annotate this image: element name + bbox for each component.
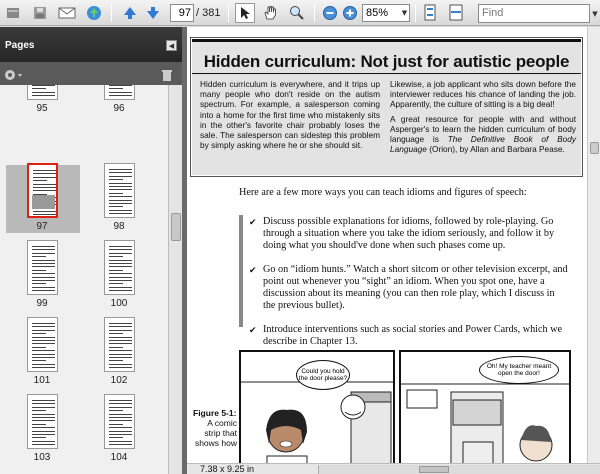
select-text-icon[interactable] [235, 3, 255, 23]
checkmark-icon: ✔ [249, 325, 257, 335]
sidebar-paragraph: A great resource for people with and without Asperger's to learn the hidden curriculum of body language is The Definitive Book of Body Language (Orion), by Allan and Barbara Pease. [390, 113, 576, 155]
document-view [187, 27, 600, 474]
zoom-tool-icon[interactable] [287, 3, 307, 23]
page-thumbnail[interactable] [27, 240, 58, 295]
toolbar [0, 0, 600, 26]
scrollbar-thumb[interactable] [590, 142, 599, 154]
trash-icon[interactable] [160, 67, 174, 86]
speech-bubble: Oh! My teacher meant open the door! [479, 356, 559, 384]
gear-icon[interactable] [3, 67, 23, 86]
page-thumbnail[interactable] [27, 85, 58, 100]
page-thumbnail-label: 103 [33, 452, 51, 463]
page-thumbnail-label: 97 [36, 221, 48, 232]
zoom-in-icon[interactable] [340, 3, 360, 23]
document-scrollbar[interactable] [587, 27, 600, 463]
scrollbar-thumb[interactable] [171, 213, 181, 241]
pages-panel [0, 27, 182, 474]
prev-page-icon[interactable] [120, 3, 140, 23]
fit-page-icon[interactable] [420, 3, 440, 23]
panel-options-bar [0, 63, 182, 85]
sidebar-column-2 [390, 79, 576, 158]
fit-width-icon[interactable] [446, 3, 466, 23]
status-bar [187, 463, 600, 474]
email-icon[interactable] [57, 3, 77, 23]
figure-label: Figure 5-1: [193, 408, 237, 418]
figure-caption [193, 408, 237, 448]
comic-panel-2 [399, 350, 571, 465]
page-size-indicator: 7.38 x 9.25 in [200, 464, 255, 474]
sidebar-column-1: Hidden curriculum is everywhere, and it trips up many people who don't reside on the autism spectrum. For example, a salesperson coming into a home for the first time who mistakenly sits in the other's favorite chair probably loses the sale. The salesperson can sidestep this problem by simply asking where he or she should sit. [200, 79, 380, 151]
checkmark-icon: ✔ [249, 265, 257, 275]
figure-caption-text: A comic strip that shows how [194, 418, 237, 448]
pages-panel-title: Pages [5, 40, 35, 51]
speech-bubble: Could you hold the door please? [296, 360, 350, 390]
sidebar-box [190, 37, 583, 177]
page-thumbnail-label: 102 [110, 375, 128, 386]
thumbnail-list [0, 85, 168, 474]
intro-paragraph: Here are a few more ways you can teach idioms and figures of speech: [239, 187, 527, 198]
horizontal-scrollbar[interactable] [318, 465, 600, 474]
comic-strip [239, 350, 571, 465]
document-page: Hidden curriculum: Not just for autistic people Hidden curriculum is everywhere, and it trips up many people who don't reside on the autism spectrum. For example, a salesperson coming into a home for the first time who mistakenly sits in the other's favorite chair probably loses the sale. The salesperson can sidestep this problem by simply asking where he or she should sit. Likewise, a job applicant who sits down before the interviewer reduces his chance of landing the job. Apparently, the culture of sitting is a big deal! A great resource for people with and without Asperger's to learn the hidden curriculum of body language is The Definitive Book of Body Language (Orion), by Allan and Barbara Pease. Here are a few more ways you can teach idioms and figures of speech: ✔ Discuss possible explanations for idioms, followed by role-playing. Go through a situation where you take the idiom seriously, and follow it by doing what you should've done when such phases come up. ✔ Go on “idiom hunts.” Watch a short sitcom or other television excerpt, and point out whenever you “sight” an idiom. When you spot one, have a discussion about its meaning (you can then role play, which I discuss in the previous bullet). ✔ Introduce interventions such as social stories and Power Cards, which we describe in Chapter 13. Could you hold the door please? Oh! My teacher meant open the door! Figure 5-1: A comic strip that shows how [187, 27, 587, 463]
checkmark-icon: ✔ [249, 217, 257, 227]
hand-icon[interactable] [260, 3, 280, 23]
pages-panel-header [0, 27, 182, 62]
page-thumbnail[interactable] [27, 163, 58, 218]
zoom-level-select[interactable]: 85% [362, 4, 410, 22]
page-thumbnail-label: 98 [113, 221, 125, 232]
sidebar-title: Hidden curriculum: Not just for autistic people [203, 52, 570, 71]
bullet-bar [239, 215, 243, 327]
page-thumbnail[interactable] [104, 163, 135, 218]
page-thumbnail-label: 100 [110, 298, 128, 309]
page-thumbnail[interactable] [104, 394, 135, 449]
save-icon[interactable] [30, 3, 50, 23]
open-icon[interactable] [3, 3, 23, 23]
scrollbar-thumb[interactable] [419, 466, 449, 473]
chevron-down-icon[interactable]: ▼ [401, 9, 408, 17]
page-total: / 381 [196, 7, 221, 19]
page-number-input[interactable] [170, 4, 194, 22]
page-thumbnail[interactable] [27, 317, 58, 372]
page-thumbnail[interactable] [104, 317, 135, 372]
sidebar-paragraph: Likewise, a job applicant who sits down before the interviewer reduces his chance of landing the job. Apparently, the culture of sitting is a big deal! [390, 79, 576, 110]
page-thumbnail-label: 96 [113, 103, 125, 114]
page-thumbnail-label: 95 [36, 103, 48, 114]
page-thumbnail-label: 101 [33, 375, 51, 386]
chevron-down-icon[interactable]: ▼ [592, 9, 598, 18]
page-thumbnail[interactable] [104, 240, 135, 295]
collapse-panel-button[interactable]: ◀ [166, 40, 177, 51]
upload-icon[interactable] [84, 3, 104, 23]
thumbnail-scrollbar[interactable] [168, 85, 182, 474]
page-thumbnail[interactable] [27, 394, 58, 449]
page-thumbnail-label: 104 [110, 452, 128, 463]
next-page-icon[interactable] [143, 3, 163, 23]
page-thumbnail-label: 99 [36, 298, 48, 309]
comic-panel-1 [239, 350, 395, 465]
book-title: The Definitive Book of Body Language [390, 134, 576, 155]
page-thumbnail[interactable] [104, 85, 135, 100]
zoom-out-icon[interactable] [320, 3, 340, 23]
find-input[interactable]: Find [478, 4, 590, 23]
